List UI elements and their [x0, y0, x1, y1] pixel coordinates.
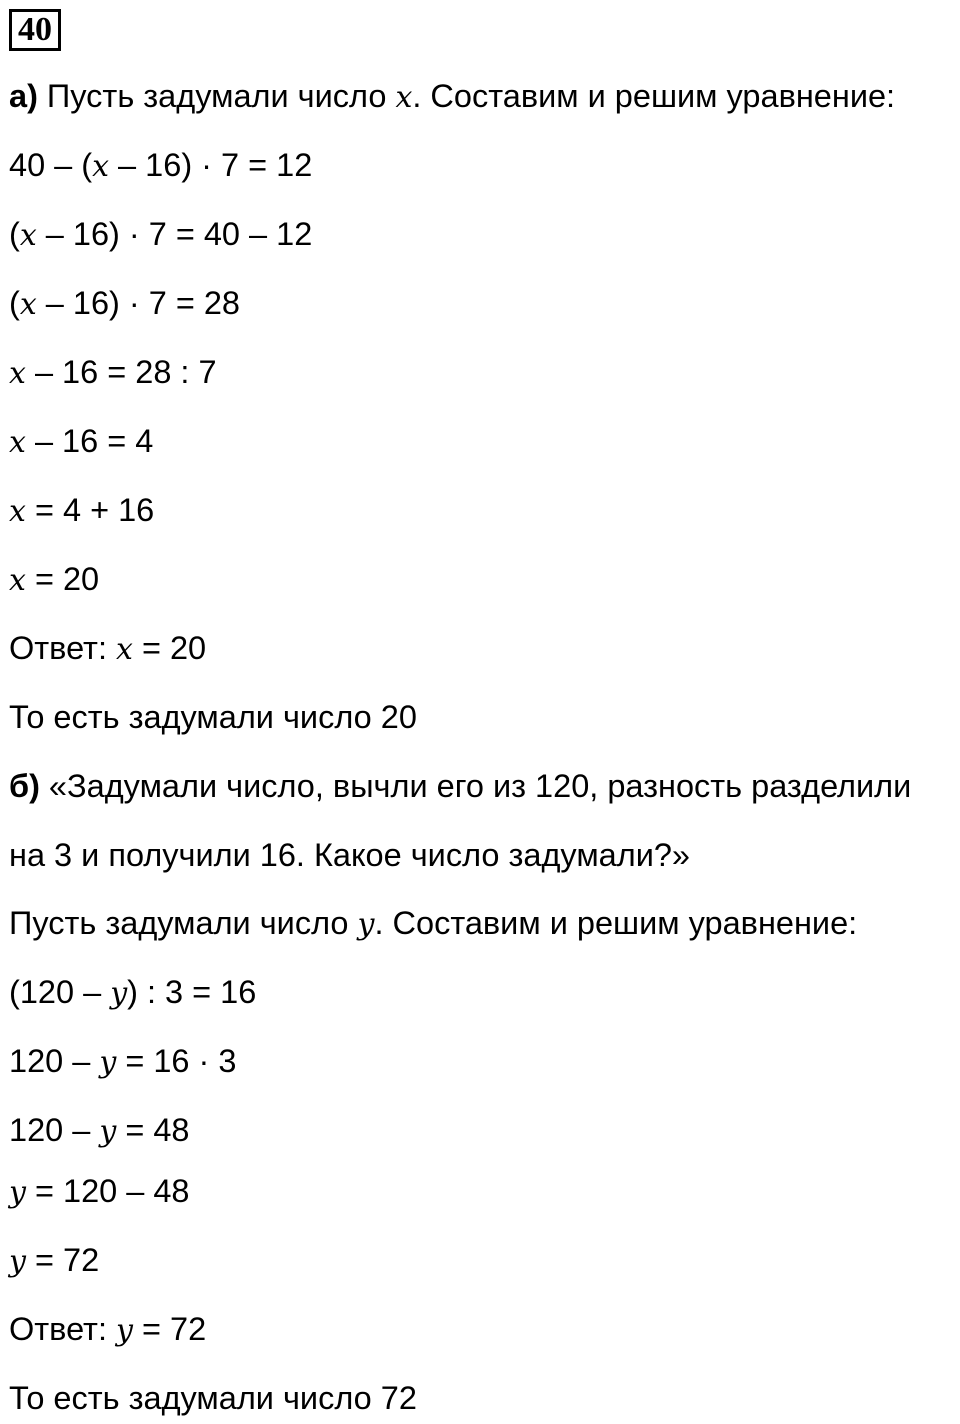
- step-text: Ответ:: [9, 630, 117, 666]
- variable: x: [19, 287, 37, 322]
- equation-step: [9, 490, 154, 532]
- answer-line: [9, 1309, 206, 1351]
- equation-step: [9, 352, 217, 394]
- variable: x: [9, 356, 26, 391]
- step-text: = 16 · 3: [116, 1043, 237, 1079]
- step-text: – 16) · 7 = 12: [109, 147, 313, 183]
- variable: y: [110, 976, 128, 1011]
- step-text: = 4 + 16: [25, 492, 155, 528]
- step-text: = 120 – 48: [25, 1173, 190, 1209]
- intro-text: . Составим и решим уравнение:: [412, 78, 896, 114]
- equation-step: [9, 1041, 236, 1083]
- variable: y: [99, 1114, 117, 1149]
- step-text: – 16) · 7 = 40 – 12: [36, 216, 313, 252]
- step-text: ) : 3 = 16: [127, 974, 257, 1010]
- variable: x: [92, 149, 110, 184]
- part-b-intro: [9, 903, 857, 945]
- variable: x: [19, 218, 37, 253]
- step-text: (120 –: [9, 974, 111, 1010]
- part-b-problem: [9, 766, 911, 806]
- variable: y: [99, 1045, 117, 1080]
- part-b-problem-cont: на 3 и получили 16. Какое число задумали?»: [9, 837, 691, 873]
- step-text: (: [9, 285, 20, 321]
- part-a-label: а): [9, 78, 38, 114]
- variable: y: [116, 1313, 133, 1348]
- equation-step: [9, 559, 99, 601]
- equation-step: [9, 283, 240, 325]
- step-text: 40 – (: [9, 147, 93, 183]
- task-number: 40: [9, 9, 61, 51]
- step-text: – 16 = 4: [25, 423, 154, 459]
- variable: x: [116, 632, 133, 667]
- step-text: = 72: [25, 1242, 100, 1278]
- problem-text: «Задумали число, вычли его из 120, разность разделили: [39, 768, 912, 804]
- intro-text: Пусть задумали число: [37, 78, 396, 114]
- step-text: = 48: [116, 1112, 190, 1148]
- equation-step: [9, 1110, 190, 1152]
- variable: x: [395, 80, 413, 115]
- variable: x: [9, 494, 26, 529]
- intro-text: Пусть задумали число: [9, 905, 358, 941]
- step-text: = 20: [25, 561, 100, 597]
- variable: y: [357, 907, 375, 942]
- equation-step: [9, 214, 312, 256]
- conclusion-line: То есть задумали число 72: [9, 1380, 417, 1416]
- equation-step: [9, 1240, 99, 1282]
- equation-step: [9, 145, 312, 187]
- part-b-label: б): [9, 768, 40, 804]
- intro-text: . Составим и решим уравнение:: [374, 905, 858, 941]
- step-text: = 20: [132, 630, 207, 666]
- conclusion-line: То есть задумали число 20: [9, 699, 417, 735]
- equation-step: [9, 1171, 190, 1213]
- step-text: – 16) · 7 = 28: [36, 285, 241, 321]
- equation-step: [9, 972, 256, 1014]
- answer-line: [9, 628, 206, 670]
- step-text: = 72: [132, 1311, 207, 1347]
- step-text: Ответ:: [9, 1311, 117, 1347]
- step-text: – 16 = 28 : 7: [25, 354, 217, 390]
- variable: x: [9, 425, 26, 460]
- part-a-intro: [9, 76, 895, 118]
- variable: y: [9, 1244, 26, 1279]
- variable: x: [9, 563, 26, 598]
- step-text: 120 –: [9, 1112, 100, 1148]
- step-text: 120 –: [9, 1043, 100, 1079]
- variable: y: [9, 1175, 26, 1210]
- step-text: (: [9, 216, 20, 252]
- equation-step: [9, 421, 153, 463]
